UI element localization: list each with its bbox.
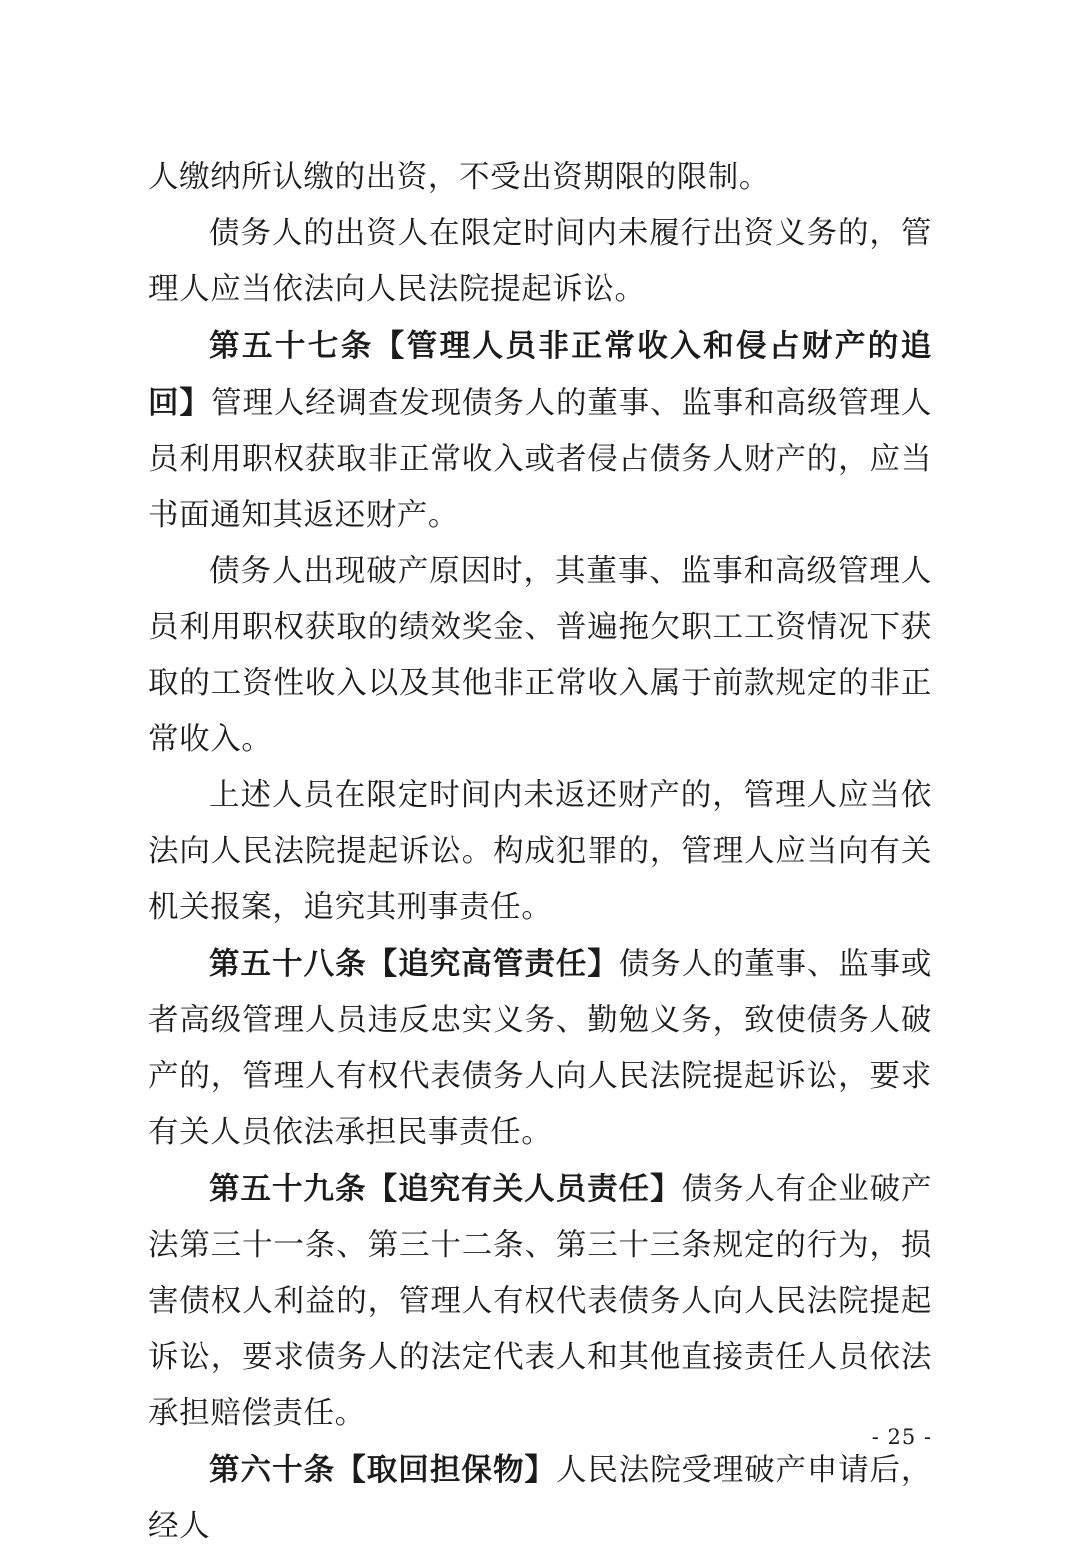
paragraph [148,768,932,936]
article-paragraph [148,1161,932,1442]
article-heading: 第五十九条【追究有关人员责任】 [209,1171,682,1207]
paragraph [148,206,932,318]
paragraph [148,544,932,768]
paragraph-text: 债务人有企业破产法第三十一条、第三十二条、第三十三条规定的行为，损害债权人利益的，管理人有权代表债务人向人民法院提起诉讼，要求债务人的法定代表人和其他直接责任人员依法承担赔偿责任。 [148,1172,932,1431]
paragraph-text: 管理人经调查发现债务人的董事、监事和高级管理人员利用职权获取非正常收入或者侵占债务人财产的，应当书面通知其返还财产。 [148,386,932,533]
article-heading: 第六十条【取回担保物】 [209,1452,557,1488]
paragraph-text: 人缴纳所认缴的出资，不受出资期限的限制。 [148,160,770,195]
paragraph-text: 债务人的出资人在限定时间内未履行出资义务的，管理人应当依法向人民法院提起诉讼。 [148,216,932,307]
article-heading: 第五十七条【管理人员非正常收入和侵占财产的追回】 [148,328,932,421]
paragraph-text: 人民法院受理破产申请后，经人 [148,1453,932,1544]
paragraph-text: 债务人的董事、监事或者高级管理人员违反忠实义务、勤勉义务，致使债务人破产的，管理人有权代表债务人向人民法院提起诉讼，要求有关人员依法承担民事责任。 [148,947,933,1150]
article-paragraph [148,936,932,1161]
article-heading: 第五十八条【追究高管责任】 [209,946,619,982]
document-body [148,150,932,1555]
paragraph-text: 上述人员在限定时间内未返还财产的，管理人应当依法向人民法院提起诉讼。构成犯罪的，管理人应当向有关机关报案，追究其刑事责任。 [148,778,932,925]
paragraph [148,150,932,206]
paragraph-text: 债务人出现破产原因时，其董事、监事和高级管理人员利用职权获取的绩效奖金、普遍拖欠职工工资情况下获取的工资性收入以及其他非正常收入属于前款规定的非正常收入。 [148,554,932,757]
page-number: - 25 - [871,1425,932,1449]
article-paragraph [148,318,932,544]
article-paragraph [148,1442,932,1555]
